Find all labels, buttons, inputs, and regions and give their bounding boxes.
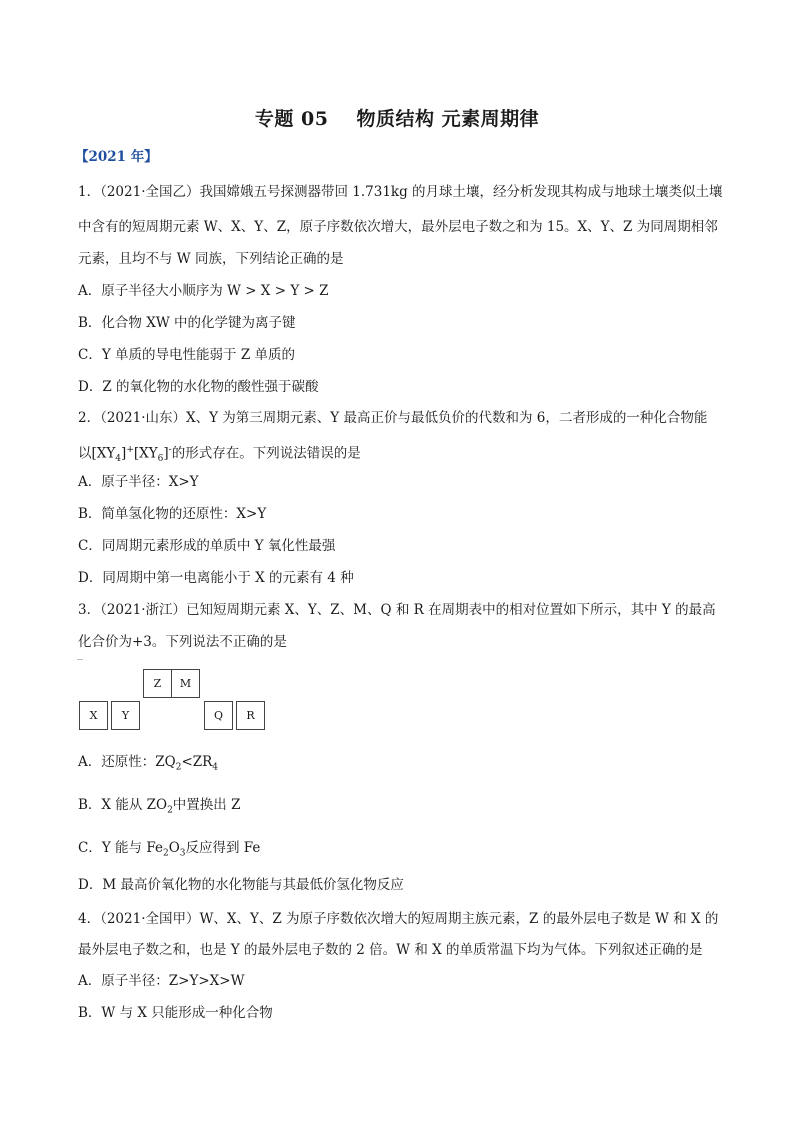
q2-option-c: C．同周期元素形成的单质中 Y 氧化性最强 [78, 538, 336, 554]
title-topic-number: 专题 05 [254, 108, 329, 130]
q2-option-d: D．同周期中第一电离能小于 X 的元素有 4 种 [78, 570, 354, 586]
q2-stem-line-1: 2．（2021·山东）X、Y 为第三周期元素、Y 最高正价与最低负价的代数和为 6，二者形成的一种化合物能 [78, 410, 708, 426]
q1-stem-line-1: 1．（2021·全国乙）我国嫦娥五号探测器带回 1.731kg 的月球土壤，经分析发现其构成与地球土壤类似土壤 [78, 184, 723, 200]
q4-option-a: A．原子半径：Z>Y>X>W [78, 973, 245, 989]
cell-q: Q [204, 701, 233, 730]
q3-stem-line-1: 3．（2021·浙江）已知短周期元素 X、Y、Z、M、Q 和 R 在周期表中的相对位置如下所示，其中 Y 的最高 [78, 602, 716, 618]
cell-r: R [236, 701, 265, 730]
q1-stem-line-3: 元素，且均不与 W 同族，下列结论正确的是 [78, 251, 344, 267]
q1-option-d: D．Z 的氧化物的水化物的酸性强于碳酸 [78, 379, 319, 395]
q3-option-a: A．还原性：$ZQ_2<ZR_4$ [78, 754, 219, 773]
q4-option-b: B．W 与 X 只能形成一种化合物 [78, 1005, 273, 1021]
q1-option-b: B．化合物 XW 中的化学键为离子键 [78, 315, 296, 331]
periodic-table-fragment [79, 669, 269, 733]
q2-stem-line-2: 以$[XY_4]^+[XY_6]^-$的形式存在。下列说法错误的是 [78, 445, 361, 465]
year-label: 【2021 年】 [75, 149, 158, 165]
q2-option-b: B．简单氢化物的还原性：X>Y [78, 506, 267, 522]
title-topic-name: 物质结构 元素周期律 [356, 108, 540, 130]
q3-option-b: B．X 能从 $ZO_2$中置换出 Z [78, 797, 241, 816]
q1-option-a: A．原子半径大小顺序为 W > X > Y > Z [78, 283, 329, 299]
q3-stem-line-2: 化合价为+3。下列说法不正确的是 [78, 634, 287, 650]
q3-option-c: C．Y 能与 $Fe_2O_3$反应得到 Fe [78, 840, 261, 859]
q4-stem-line-1: 4．（2021·全国甲）W、X、Y、Z 为原子序数依次增大的短周期主族元素，Z 的最外层电子数是 W 和 X 的 [78, 911, 719, 927]
cell-x: X [79, 701, 108, 730]
cell-z: Z [143, 669, 172, 698]
q2-option-a: A．原子半径：X>Y [78, 474, 199, 490]
q1-option-c: C．Y 单质的导电性能弱于 Z 单质的 [78, 347, 295, 363]
q3-option-d: D．M 最高价氧化物的水化物能与其最低价氢化物反应 [78, 877, 404, 893]
q4-stem-line-2: 最外层电子数之和，也是 Y 的最外层电子数的 2 倍。W 和 X 的单质常温下均为气体。下列叙述正确的是 [78, 942, 703, 958]
scan-mark [77, 659, 83, 660]
cell-m: M [171, 669, 200, 698]
page-title [0, 104, 794, 131]
q1-stem-line-2: 中含有的短周期元素 W、X、Y、Z，原子序数依次增大，最外层电子数之和为 15。X、Y、Z 为同周期相邻 [78, 219, 718, 235]
cell-y: Y [111, 701, 140, 730]
